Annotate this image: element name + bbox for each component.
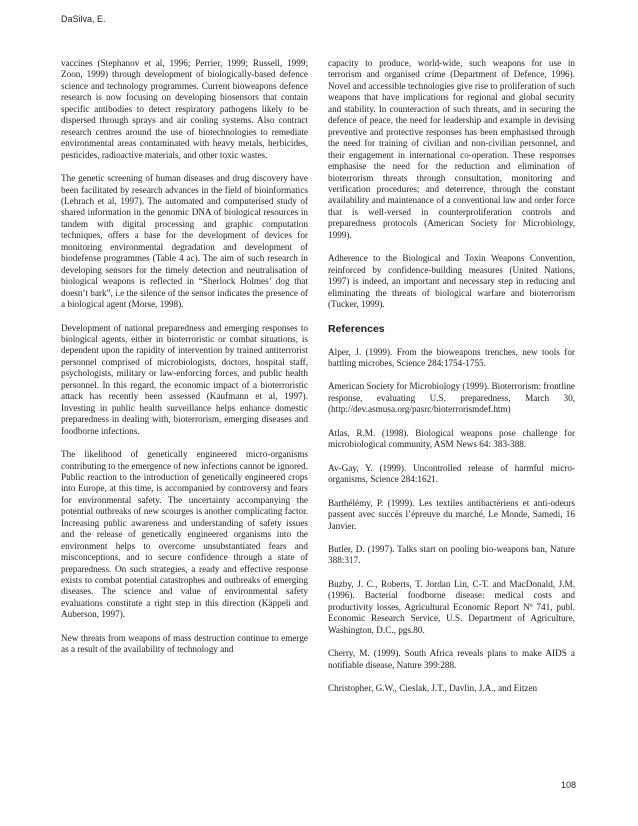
reference-entry: Butler, D. (1997). Talks start on pooling bio-weapons ban, Nature 388:317. <box>328 543 575 566</box>
reference-entry: Av-Gay, Y. (1999). Uncontrolled release of harmful micro-organisms, Science 284:1621. <box>328 462 575 485</box>
reference-entry: Alper, J. (1999). From the bioweapons trenches, new tools for battling microbes, Science 284:1754-1755. <box>328 346 575 368</box>
body-paragraph: New threats from weapons of mass destruction continue to emerge as a result of the availability of technology and <box>61 632 308 655</box>
reference-entry: American Society for Microbiology (1999). Bioterrorism: frontline response, evaluating U.S. preparedness, March 30, (http://dev.asmusa.org/pasrc/bioterrorismdef.htm) <box>328 381 575 415</box>
body-paragraph: The likelihood of genetically engineered micro-organisms contributing to the emergence of new infections cannot be ignored. Public reaction to the introduction of genetically engineered crops into Europe, at this time, is accompanied by controversy and fears for environmental safety. The uncertainty accompanying the potential outbreaks of new scourges is another complicating factor. Increasing public awareness and understanding of safety issues and the release of genetically engineered organisms into the environment helps to overcome unsubstantiated fears and misconceptions, and to secure confidence through a state of preparedness. On such strategies, a ready and effective response exists to combat potential catastrophes and outbreaks of emerging diseases. The science and value of environmental safety evaluations constitute a right step in this direction (Käppeli and Auberson, 1997). <box>61 449 308 620</box>
reference-entry: Buzby, J. C., Roberts, T. Jordan Lin, C-T. and MacDonald, J.M. (1996). Bacterial foodborne disease: medical costs and productivity losses, Agricultural Economic Report Nº 741, publ. Economic Research Service, U.S. Department of Agriculture, Washington, D.C., pgs.80. <box>328 578 575 635</box>
reference-entry: Cherry, M. (1999). South Africa reveals plans to make AIDS a notifiable disease, Nature 399:288. <box>328 648 575 670</box>
running-header-author: DaSilva, E. <box>61 14 106 24</box>
body-paragraph: Development of national preparedness and emerging responses to biological agents, either in bioterroristic or combat situations, is dependent upon the rapidity of intervention by trained antiterrorist personnel comprised of microbiologists, doctors, hospital staff, psychologists, military or law-enforcing forces, and public health personnel. In this regard, the economic impact of a bioterroristic attack has recently been assessed (Kaufmann et al, 1997). Investing in public health surveillance helps enhance domestic preparedness in dealing with, bioterrorism, emerging diseases and foodborne infections. <box>61 322 308 436</box>
body-paragraph: The genetic screening of human diseases and drug discovery have been facilitated by research advances in the field of bioinformatics (Lehrach et al, 1997). The automated and computerised study of shared information in the genomic DNA of biological resources in tandem with digital processing and graphic computation techniques, offers a base for the development of devices for monitoring environmental degradation and development of biodefense programmes (Table 4 ac). The aim of such research in developing sensors for the timely detection and neutralisation of biological weapons is reflected in “Sherlock Holmes’ dog that doesn’t bark”, i.e the silence of the sensor indicates the presence of a biological agent (Morse, 1998). <box>61 173 308 310</box>
reference-entry: Barthélémy, P. (1999). Les textiles antibactériens et anti-odeurs passent avec succès l’épreuve du marché, Le Monde, Samedi, 16 Janvier. <box>328 497 575 531</box>
references-heading: References <box>328 322 385 335</box>
body-paragraph: vaccines (Stephanov et al, 1996; Perrier, 1999; Russell, 1999; Zoon, 1999) through development of biologically-based defence science and technology programmes. Current bioweapons defence research is now focusing on developing biosensors that contain specific antibodies to detect respiratory pathogens likely to be dispersed through sprays and air cooling systems. Also contract research centres around the use of biotechnologies to remediate environmental areas contaminated with heavy metals, herbicides, pesticides, radioactive materials, and other toxic wastes. <box>61 58 308 160</box>
body-paragraph: capacity to produce, world-wide, such weapons for use in terrorism and organised crime (Department of Defence, 1996). Novel and accessible technologies give rise to proliferation of such weapons that have implications for regional and global security and stability. In counteraction of such threats, and in securing the defence of peace, the need for leadership and example in devising preventive and protective responses has been emphasised through the need for training of civilian and non-civilian personnel, and their engagement in international co-operation. These responses emphasise the need for the reduction and elimination of bioterrorism threats through consultation, monitoring and verification procedures; and deterrence, through the constant availability and maintenance of a conventional law and order force that is well-versed in counterproliferation controls and preparedness protocols (American Society for Microbiology, 1999). <box>328 58 575 240</box>
right-column <box>328 58 575 706</box>
reference-entry: Christopher, G.W., Cieslak, J.T., Davlin, J.A., and Eitzen <box>328 683 538 694</box>
reference-entry: Atlas, R.M. (1998). Biological weapons pose challenge for microbiological community, ASM News 64: 383-388. <box>328 427 575 450</box>
left-column <box>61 58 308 668</box>
page-number: 108 <box>561 780 577 790</box>
body-paragraph: Adherence to the Biological and Toxin Weapons Convention, reinforced by confidence-building measures (United Nations, 1997) is indeed, an important and necessary step in reducing and eliminating the threats of biological warfare and bioterrorism (Tucker, 1999). <box>328 253 575 310</box>
